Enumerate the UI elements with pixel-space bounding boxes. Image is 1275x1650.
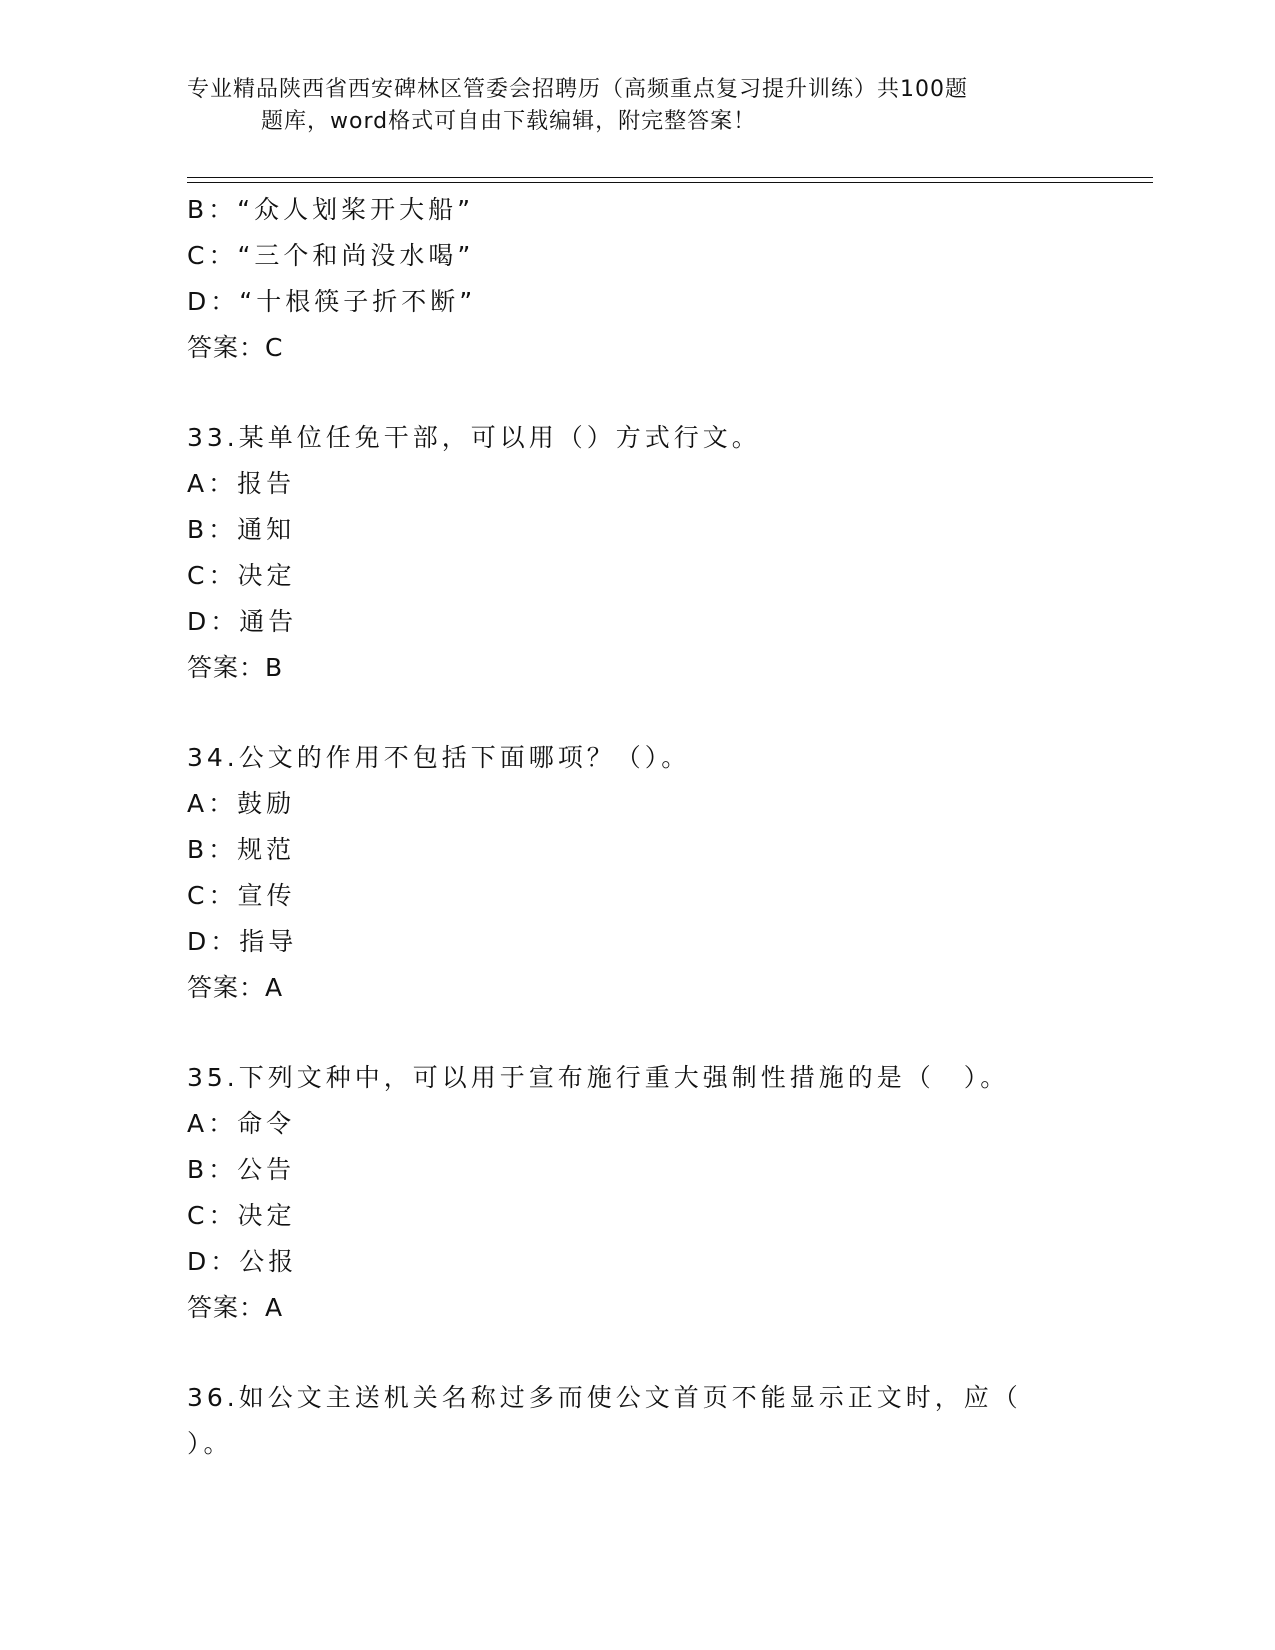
- option-d: D：指导: [187, 927, 298, 956]
- header-title-line1: 专业精品陕西省西安碑林区管委会招聘历（高频重点复习提升训练）共100题: [187, 77, 968, 102]
- header-rule-bottom: [187, 182, 1153, 183]
- option-a: A：报告: [187, 469, 296, 498]
- question-text: 33.某单位任免干部，可以用（）方式行文。: [187, 423, 761, 452]
- question-text-line2: ）。: [187, 1429, 233, 1458]
- question-text: 34.公文的作用不包括下面哪项？（）。: [187, 743, 691, 772]
- question-33: [187, 415, 1087, 691]
- question-34: [187, 735, 1087, 1011]
- question-32: [187, 187, 1087, 371]
- option-d: D：“十根筷子折不断”: [187, 287, 477, 316]
- question-text-line1: 36.如公文主送机关名称过多而使公文首页不能显示正文时，应（: [187, 1383, 1022, 1412]
- option-d: D：公报: [187, 1247, 298, 1276]
- option-b: B：“众人划桨开大船”: [187, 195, 475, 224]
- question-36: [187, 1375, 1087, 1467]
- option-c: C：决定: [187, 561, 296, 590]
- spacer: [187, 691, 1087, 735]
- option-c: C：“三个和尚没水喝”: [187, 241, 475, 270]
- option-c: C：决定: [187, 1201, 296, 1230]
- option-b: B：规范: [187, 835, 296, 864]
- spacer: [187, 1011, 1087, 1055]
- answer: 答案：A: [187, 973, 284, 1002]
- option-a: A：鼓励: [187, 789, 296, 818]
- option-b: B：通知: [187, 515, 296, 544]
- spacer: [187, 1331, 1087, 1375]
- answer: 答案：A: [187, 1293, 284, 1322]
- spacer: [187, 371, 1087, 415]
- header-title-line2: 题库，word格式可自由下载编辑，附完整答案！: [261, 109, 757, 134]
- option-c: C：宣传: [187, 881, 296, 910]
- answer: 答案：B: [187, 653, 284, 682]
- header-rule-top: [187, 177, 1153, 178]
- option-d: D：通告: [187, 607, 298, 636]
- option-a: A：命令: [187, 1109, 296, 1138]
- option-b: B：公告: [187, 1155, 296, 1184]
- document-header: [187, 74, 1067, 138]
- question-list: [187, 187, 1087, 1467]
- question-35: [187, 1055, 1087, 1331]
- question-text: 35.下列文种中，可以用于宣布施行重大强制性措施的是（ ）。: [187, 1063, 1010, 1092]
- answer: 答案：C: [187, 333, 284, 362]
